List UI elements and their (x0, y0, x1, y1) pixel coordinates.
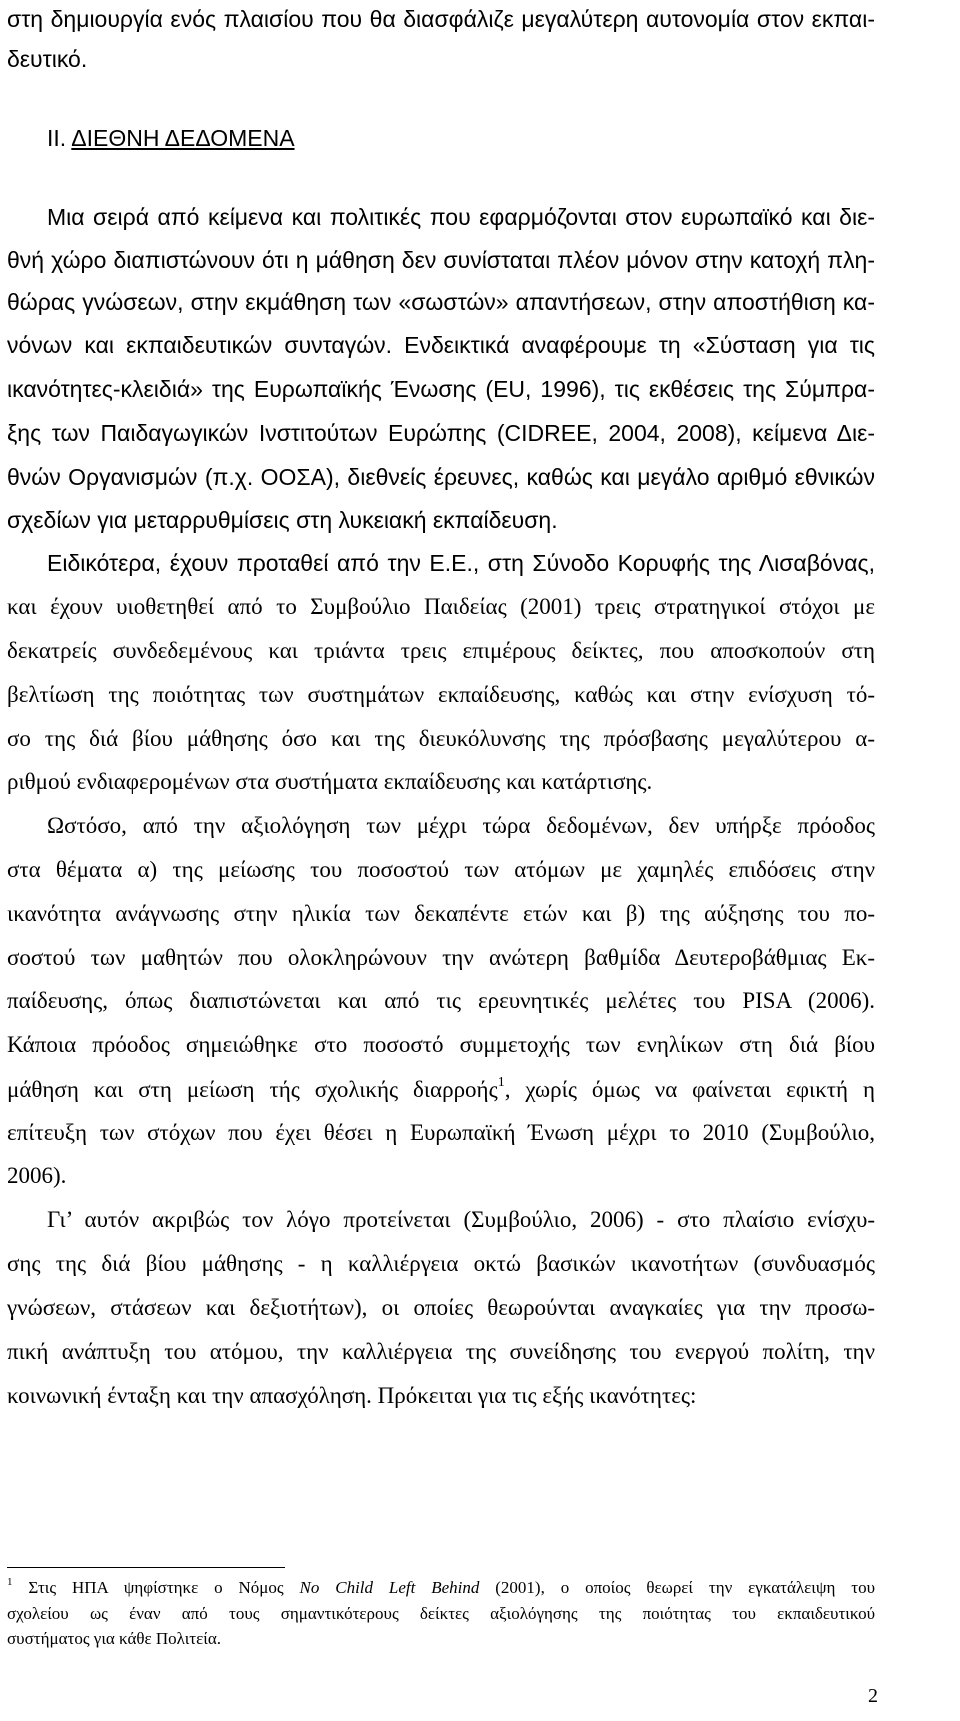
paragraph-line: σχεδίων για μεταρρυθμίσεις στη λυκειακή εκπαίδευση. (7, 507, 558, 533)
footnote-ref[interactable]: 1 (497, 1075, 505, 1090)
paragraph-line: ικανότητες-κλειδιά» της Ευρωπαϊκής Ένωσης (EU, 1996), τις εκθέσεις της Σύμπρα- (7, 376, 875, 402)
paragraph-line: Γι’ αυτόν ακριβώς τον λόγο προτείνεται (Συμβούλιο, 2006) - στο πλαίσιο ενίσχυ- (47, 1207, 875, 1232)
paragraph-line: ριθμού ενδιαφερομένων στα συστήματα εκπαίδευσης και κατάρτισης. (7, 769, 653, 794)
paragraph-line: 2006). (7, 1163, 67, 1188)
paragraph-line (7, 1075, 875, 1105)
section-heading-title: ΔΙΕΘΝΗ ΔΕΔΟΜΕΝΑ (71, 125, 295, 151)
paragraph-line: επίτευξη των στόχων που έχει θέσει η Ευρωπαϊκή Ένωση μέχρι το 2010 (Συμβούλιο, (7, 1120, 875, 1145)
paragraph-line: δευτικό. (7, 46, 88, 72)
paragraph-line: Κάποια πρόοδος σημειώθηκε στο ποσοστό συμμετοχής των ενηλίκων στη διά βίου (7, 1032, 875, 1057)
footnote-marker: 1 (7, 1576, 13, 1588)
paragraph-line: Ωστόσο, από την αξιολόγηση των μέχρι τώρα δεδομένων, δεν υπήρξε πρόοδος (47, 813, 875, 838)
paragraph-line: ικανότητα ανάγνωσης στην ηλικία των δεκαπέντε ετών και β) της αύξησης του πο- (7, 901, 875, 926)
paragraph-line: θώρας γνώσεων, στην εκμάθηση των «σωστών» απαντήσεων, στην αποστήθιση κα- (7, 289, 875, 315)
footnote-line: σχολείου ως έναν από τους σημαντικότερους δείκτες αξιολόγησης της ποιότητας του εκπαιδευτικού (7, 1604, 875, 1623)
section-heading-number: ΙΙ. (47, 125, 72, 151)
paragraph-line: παίδευσης, όπως διαπιστώνεται και από τις ερευνητικές μελέτες του PISA (2006). (7, 988, 875, 1013)
paragraph-line: στη δημιουργία ενός πλαισίου που θα διασφάλιζε μεγαλύτερη αυτονομία στον εκπαι- (7, 6, 875, 32)
paragraph-line: γνώσεων, στάσεων και δεξιοτήτων), οι οποίες θεωρούνται αναγκαίες για την προσω- (7, 1295, 875, 1320)
paragraph-line: θνών Οργανισμών (π.χ. ΟΟΣΑ), διεθνείς έρευνες, καθώς και μεγάλο αριθμό εθνικών (7, 464, 875, 490)
paragraph-line: πική ανάπτυξη του ατόμου, την καλλιέργεια της συνείδησης του ενεργού πολίτη, την (7, 1339, 875, 1364)
footnote-law-title: No Child Left Behind (299, 1578, 480, 1597)
paragraph-line: θνή χώρο διαπιστώνουν ότι η μάθηση δεν συνίσταται πλέον μόνον στην κατοχή πλη- (7, 247, 875, 273)
section-heading (47, 123, 647, 153)
paragraph-line: σης της διά βίου μάθησης - η καλλιέργεια οκτώ βασικών ικανοτήτων (συνδυασμός (7, 1251, 875, 1276)
footnote (7, 1577, 875, 1599)
footnote-text: (2001), ο οποίος θεωρεί την εγκατάλειψη του (479, 1578, 875, 1597)
paragraph-line: Ειδικότερα, έχουν προταθεί από την Ε.Ε., στη Σύνοδο Κορυφής της Λισαβόνας, (47, 550, 875, 576)
paragraph-line: σο της διά βίου μάθησης όσο και της διευκόλυνσης της πρόσβασης μεγαλύτερου α- (7, 726, 875, 751)
line-text: , χωρίς όμως να φαίνεται εφικτή η (504, 1077, 875, 1102)
footnote-text: Στις ΗΠΑ ψηφίστηκε ο Νόμος (12, 1578, 300, 1597)
paragraph-line: και έχουν υιοθετηθεί από το Συμβούλιο Παιδείας (2001) τρεις στρατηγικοί στόχοι με (7, 594, 875, 619)
paragraph-line: κοινωνική ένταξη και την απασχόληση. Πρόκειται για τις εξής ικανότητες: (7, 1383, 697, 1408)
footnote-separator (7, 1567, 285, 1568)
paragraph-line: νόνων και εκπαιδευτικών συνταγών. Ενδεικτικά αναφέρουμε τη «Σύσταση για τις (7, 332, 875, 358)
line-text: μάθηση και στη μείωση τής σχολικής διαρροής (7, 1077, 498, 1102)
paragraph-line: βελτίωση της ποιότητας των συστημάτων εκπαίδευσης, καθώς και στην ενίσχυση τό- (7, 682, 875, 707)
paragraph-line: σοστού των μαθητών που ολοκληρώνουν την ανώτερη βαθμίδα Δευτεροβάθμιας Εκ- (7, 945, 875, 970)
footnote-line: συστήματος για κάθε Πολιτεία. (7, 1629, 221, 1648)
paragraph-line: Μια σειρά από κείμενα και πολιτικές που εφαρμόζονται στον ευρωπαϊκό και διε- (47, 204, 875, 230)
page-number: 2 (868, 1685, 878, 1707)
paragraph-line: στα θέματα α) της μείωσης του ποσοστού των ατόμων με χαμηλές επιδόσεις στην (7, 857, 875, 882)
paragraph-line: δεκατρείς συνδεδεμένους και τριάντα τρεις επιμέρους δείκτες, που αποσκοπούν στη (7, 638, 875, 663)
paragraph-line: ξης των Παιδαγωγικών Ινστιτούτων Ευρώπης (CIDREE, 2004, 2008), κείμενα Διε- (7, 420, 875, 446)
